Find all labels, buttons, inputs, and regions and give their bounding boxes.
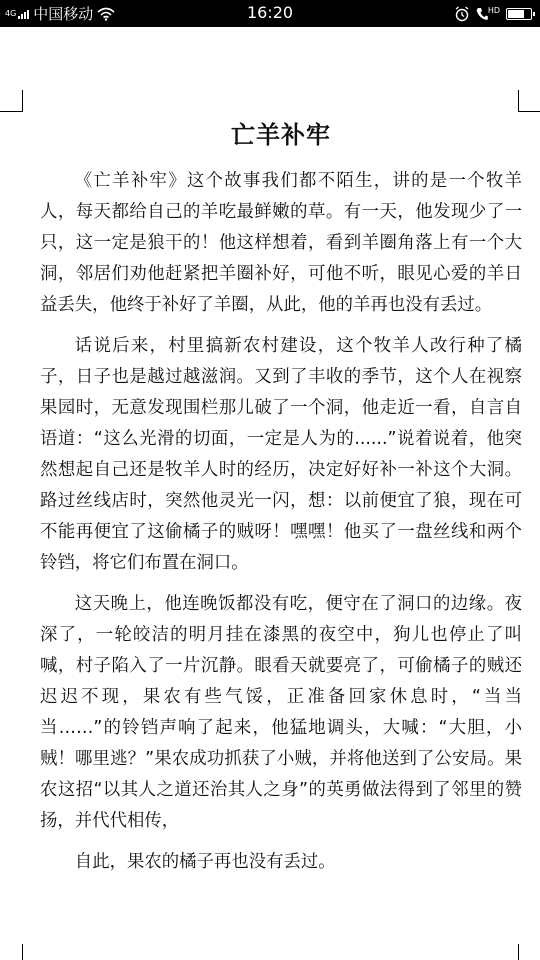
status-bar [0,0,540,27]
crop-mark-top-right-h [518,111,540,112]
clock: 16:20 [246,3,294,22]
crop-mark-bottom-right-v [518,944,519,960]
network-type-label: 4G [5,8,17,18]
alarm-clock-icon [454,6,470,22]
document-title: 亡羊补牢 [231,121,331,149]
document-page [40,118,522,888]
crop-mark-top-left-h [0,111,22,112]
paragraph: 《亡羊补牢》这个故事我们都不陌生，讲的是一个牧羊人，每天都给自己的羊吃最鲜嫩的草。有一天，他发现少了一只，这一定是狼干的！他这样想着，看到羊圈角落上有一个大洞，邻居们劝他赶紧把羊圈补好，可他不听，眼见心爱的羊日益丢失，他终于补好了羊圈，从此，他的羊再也没有丢过。 [40,171,522,315]
paragraph: 话说后来，村里搞新农村建设，这个牧羊人改行种了橘子，日子也是越过越滋润。又到了丰收的季节，这个人在视察果园时，无意发现围栏那儿破了一个洞，他走近一看，自言自语道：“这么光滑的切面，一定是人为的......”说着说着，他突然想起自己还是牧羊人时的经历，决定好好补一补这个大洞。路过丝线店时，突然他灵光一闪，想：以前便宜了狼，现在可不能再便宜了这偷橘子的贼呀！嘿嘿！他买了一盘丝线和两个铃铛，将它们布置在洞口。 [40,336,522,573]
paragraph: 自此，果农的橘子再也没有丢过。 [74,852,336,872]
battery-level-fill [508,10,524,18]
crop-mark-top-left-v [22,90,23,112]
carrier-name: 中国移动 [33,5,94,23]
crop-mark-top-right-v [518,90,519,112]
battery-icon [506,8,532,20]
paragraph: 这天晚上，他连晚饭都没有吃，便守在了洞口的边缘。夜深了，一轮皎洁的明月挂在漆黑的夜空中，狗儿也停止了叫喊，村子陷入了一片沉静。眼看天就要亮了，可偷橘子的贼还迟迟不现，果农有些气馁，正准备回家休息时，“当当当……”的铃铛声响了起来，他猛地调头，大喊：“大胆，小贼！哪里逃？”果农成功抓获了小贼，并将他送到了公安局。果农这招“以其人之道还治其人之身”的英勇做法得到了邻里的赞扬，并代代相传， [40,594,522,831]
volte-badge: HD [487,5,500,15]
status-right [448,4,532,23]
crop-mark-bottom-left-v [22,944,23,960]
volte-call-icon [476,7,500,21]
